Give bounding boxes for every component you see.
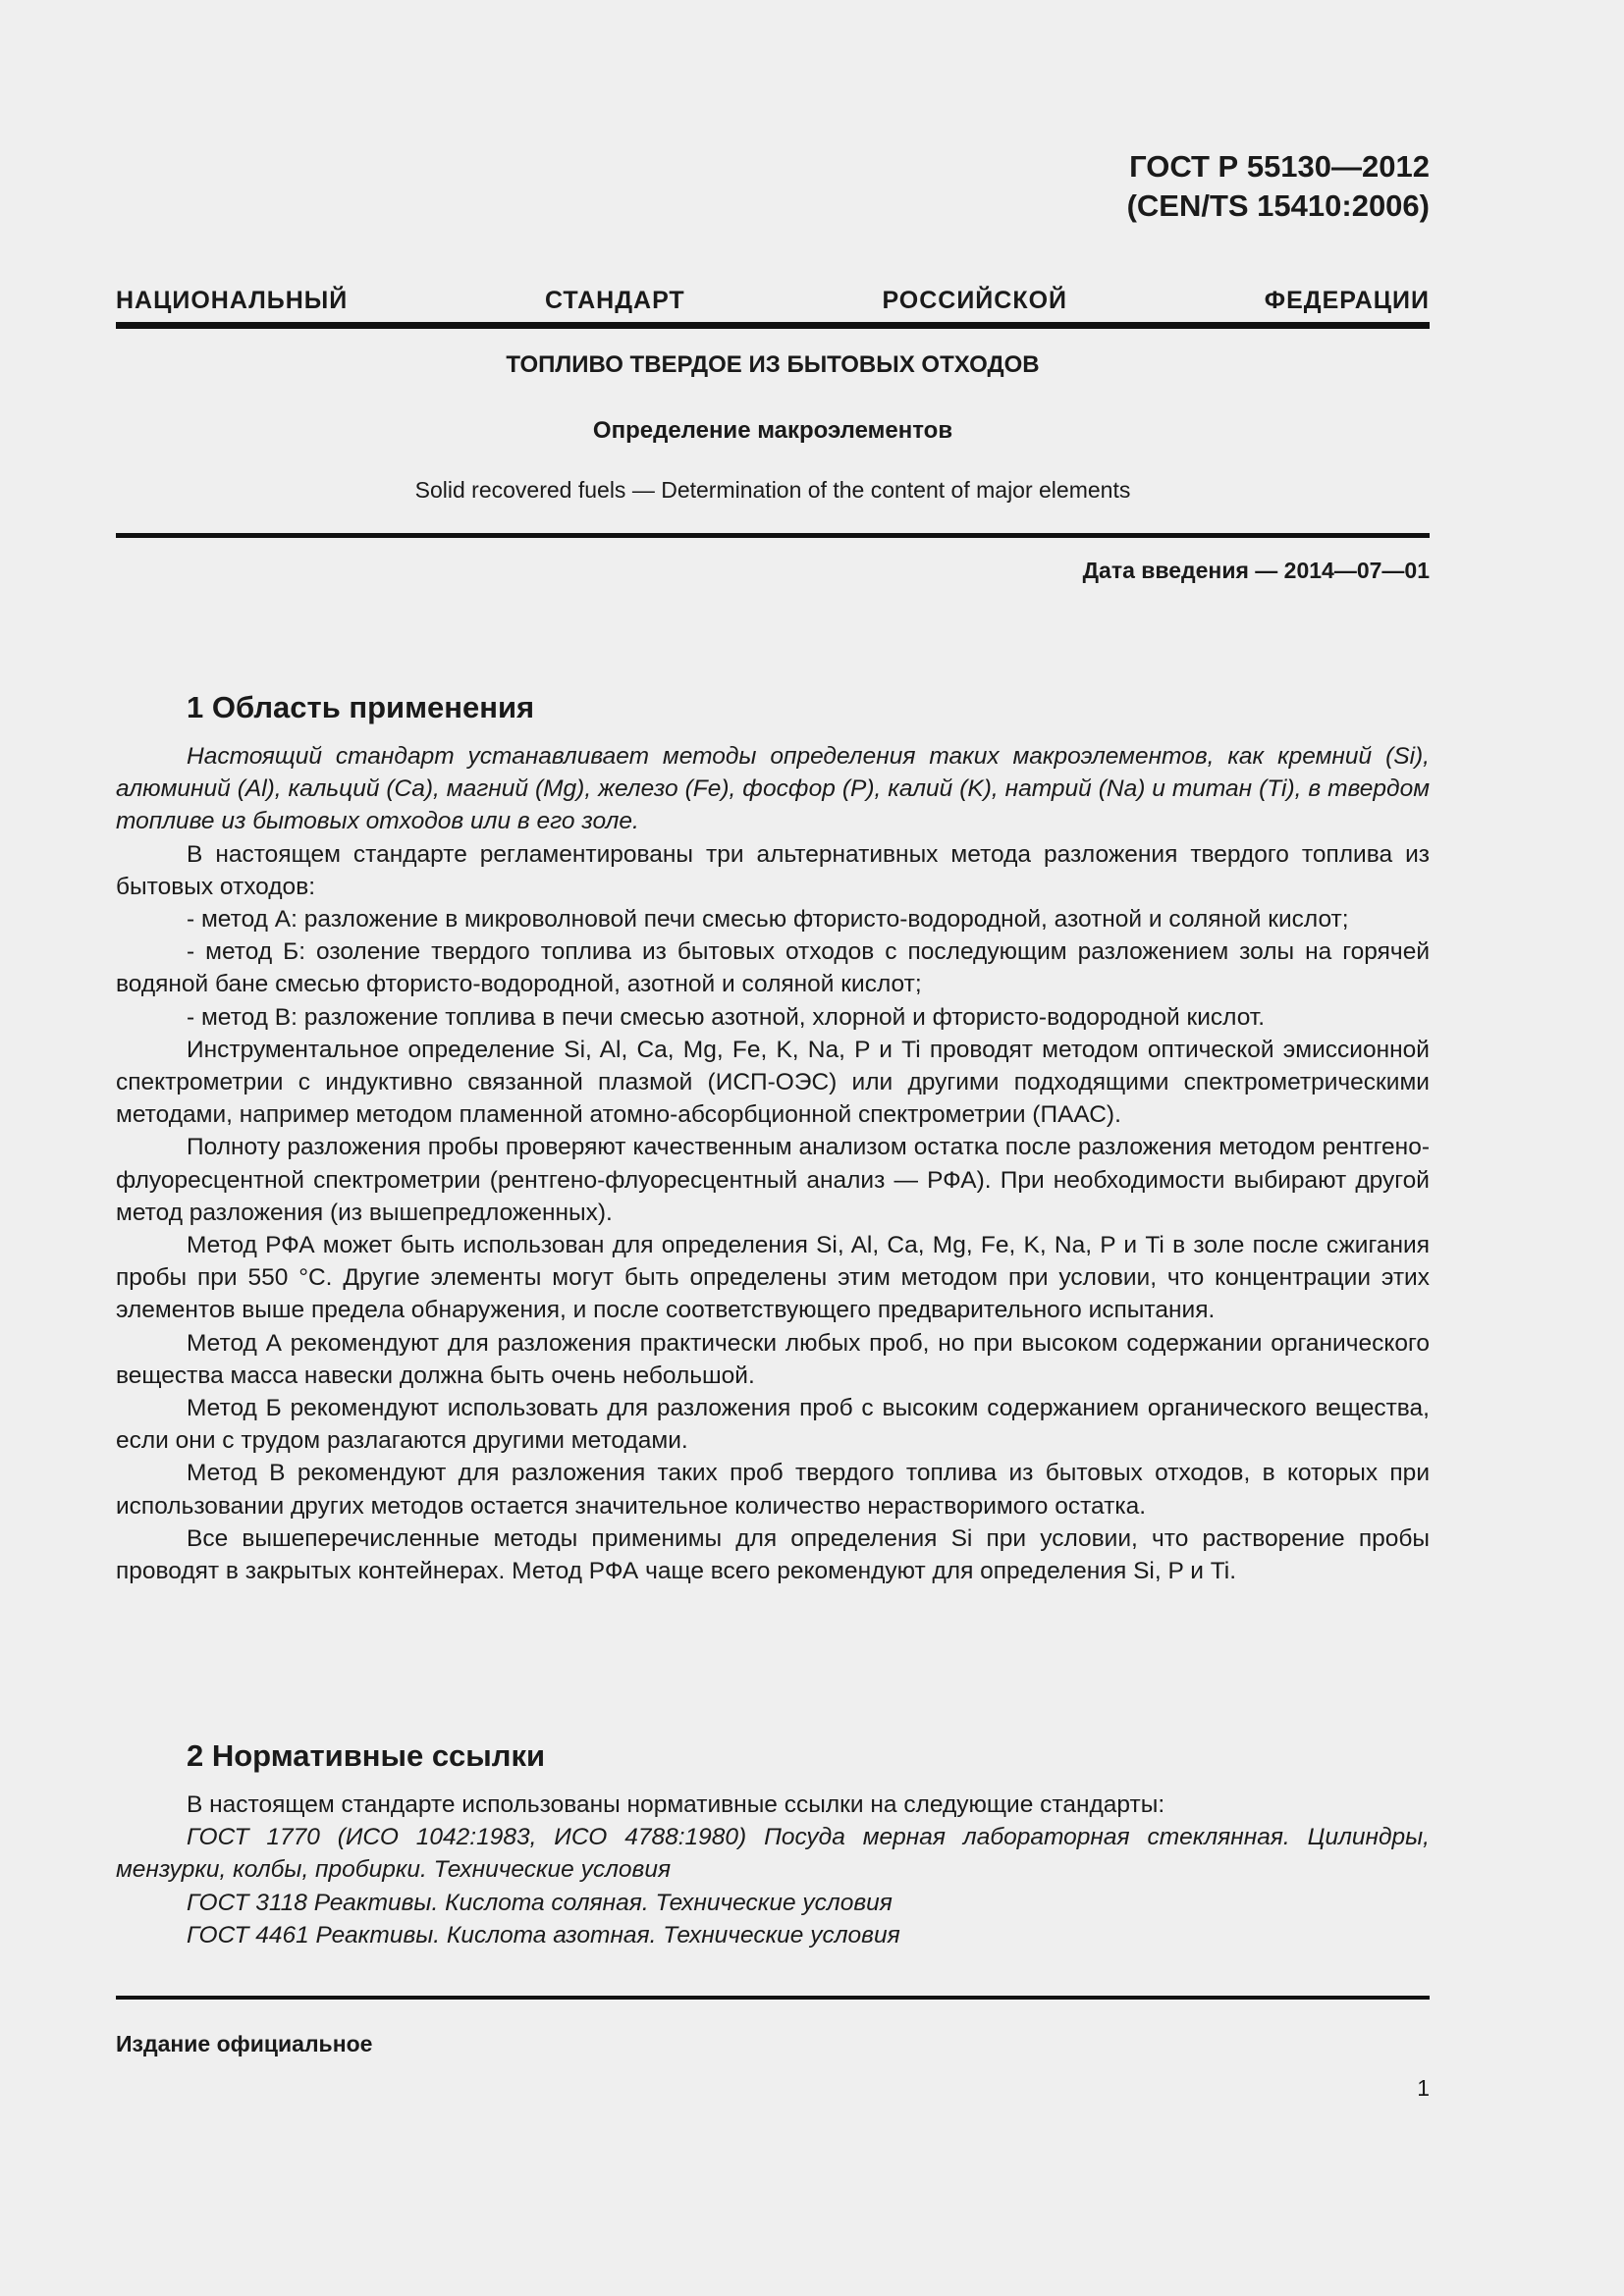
- list-item: - метод А: разложение в микроволновой печи смесью фтористо-водородной, азотной и соляной кислот;: [187, 906, 1349, 934]
- section-scope: [116, 687, 1430, 1587]
- paragraph: Все вышеперечисленные методы применимы для определения Si при условии, что растворение пробы проводят в закрытых контейнерах. Метод РФА чаще всего рекомендуют для определения Si, P и Ti.: [116, 1524, 1430, 1585]
- section-heading: 2 Нормативные ссылки: [187, 1738, 546, 1773]
- page-number: 1: [1417, 2075, 1430, 2101]
- paragraph: Настоящий стандарт устанавливает методы определения таких макроэлементов, как кремний (Si), алюминий (Al), кальций (Ca), магний (Mg), железо (Fe), фосфор (P), калий (K), натрий (Na) и титан (Ti), в твердом топливе из бытовых отходов или в его золе.: [116, 743, 1430, 835]
- introduction-date: Дата введения — 2014—07—01: [1082, 558, 1430, 583]
- paragraph: Инструментальное определение Si, Al, Ca, Mg, Fe, K, Na, P и Ti проводят методом оптической эмиссионной спектрометрии с индуктивно связанной плазмой (ИСП-ОЭС) или другими подходящими спектрометрическими методами, например методом пламенной атомно-абсорбционной спектрометрии (ПААС).: [116, 1036, 1430, 1129]
- paragraph: В настоящем стандарте регламентированы три альтернативных метода разложения твердого топлива из бытовых отходов:: [116, 840, 1430, 900]
- footer-rule: [116, 1996, 1430, 2000]
- paragraph: Метод А рекомендуют для разложения практически любых проб, но при высоком содержании органического вещества масса навески должна быть очень небольшой.: [116, 1329, 1430, 1389]
- official-edition-label: Издание официальное: [116, 2031, 373, 2056]
- reference-item: ГОСТ 1770 (ИСО 1042:1983, ИСО 4788:1980) Посуда мерная лабораторная стеклянная. Цилиндры, мензурки, колбы, пробирки. Технические условия: [116, 1824, 1430, 1884]
- reference-item: ГОСТ 4461 Реактивы. Кислота азотная. Технические условия: [187, 1921, 900, 1949]
- national-standard-banner: НАЦИОНАЛЬНЫЙ СТАНДАРТ РОССИЙСКОЙ ФЕДЕРАЦИИ: [116, 287, 1430, 314]
- paragraph: Метод Б рекомендуют использовать для разложения проб с высоким содержанием органического вещества, если они с трудом разлагаются другими методами.: [116, 1395, 1430, 1455]
- standard-code: [1127, 147, 1430, 226]
- list-item: - метод В: разложение топлива в печи смесью азотной, хлорной и фтористо-водородной кислот.: [187, 1003, 1266, 1031]
- paragraph: В настоящем стандарте использованы нормативные ссылки на следующие стандарты:: [187, 1791, 1165, 1818]
- section-heading: 1 Область применения: [187, 690, 535, 724]
- document-title: ТОПЛИВО ТВЕРДОЕ ИЗ БЫТОВЫХ ОТХОДОВ: [506, 351, 1040, 378]
- standard-code-gost: ГОСТ Р 55130—2012: [1129, 149, 1430, 184]
- standard-code-cen: (CEN/TS 15410:2006): [1126, 188, 1430, 223]
- list-item: - метод Б: озоление твердого топлива из бытовых отходов с последующим разложением золы на горячей водяной бане смесью фтористо-водородной, азотной и соляной кислот;: [116, 938, 1430, 998]
- paragraph: Метод В рекомендуют для разложения таких проб твердого топлива из бытовых отходов, в которых при использовании других методов остается значительное количество нерастворимого остатка.: [116, 1460, 1430, 1520]
- section-normative-references: [116, 1735, 1430, 1951]
- header-rule-bottom: [116, 533, 1430, 538]
- reference-item: ГОСТ 3118 Реактивы. Кислота соляная. Технические условия: [187, 1889, 893, 1916]
- paragraph: Полноту разложения пробы проверяют качественным анализом остатка после разложения методом рентгено-флуоресцентной спектрометрии (рентгено-флуоресцентный анализ — РФА). При необходимости выбирают другой метод разложения (из вышепредложенных).: [116, 1134, 1430, 1226]
- document-title-english: Solid recovered fuels — Determination of the content of major elements: [414, 477, 1131, 503]
- header-rule-top: [116, 322, 1430, 329]
- paragraph: Метод РФА может быть использован для определения Si, Al, Ca, Mg, Fe, K, Na, P и Ti в золе после сжигания пробы при 550 °С. Другие элементы могут быть определены этим методом при условии, что концентрации этих элементов выше предела обнаружения, и после соответствующего предварительного испытания.: [116, 1232, 1430, 1324]
- document-subtitle: Определение макроэлементов: [592, 417, 953, 444]
- document-page: [116, 0, 1430, 2296]
